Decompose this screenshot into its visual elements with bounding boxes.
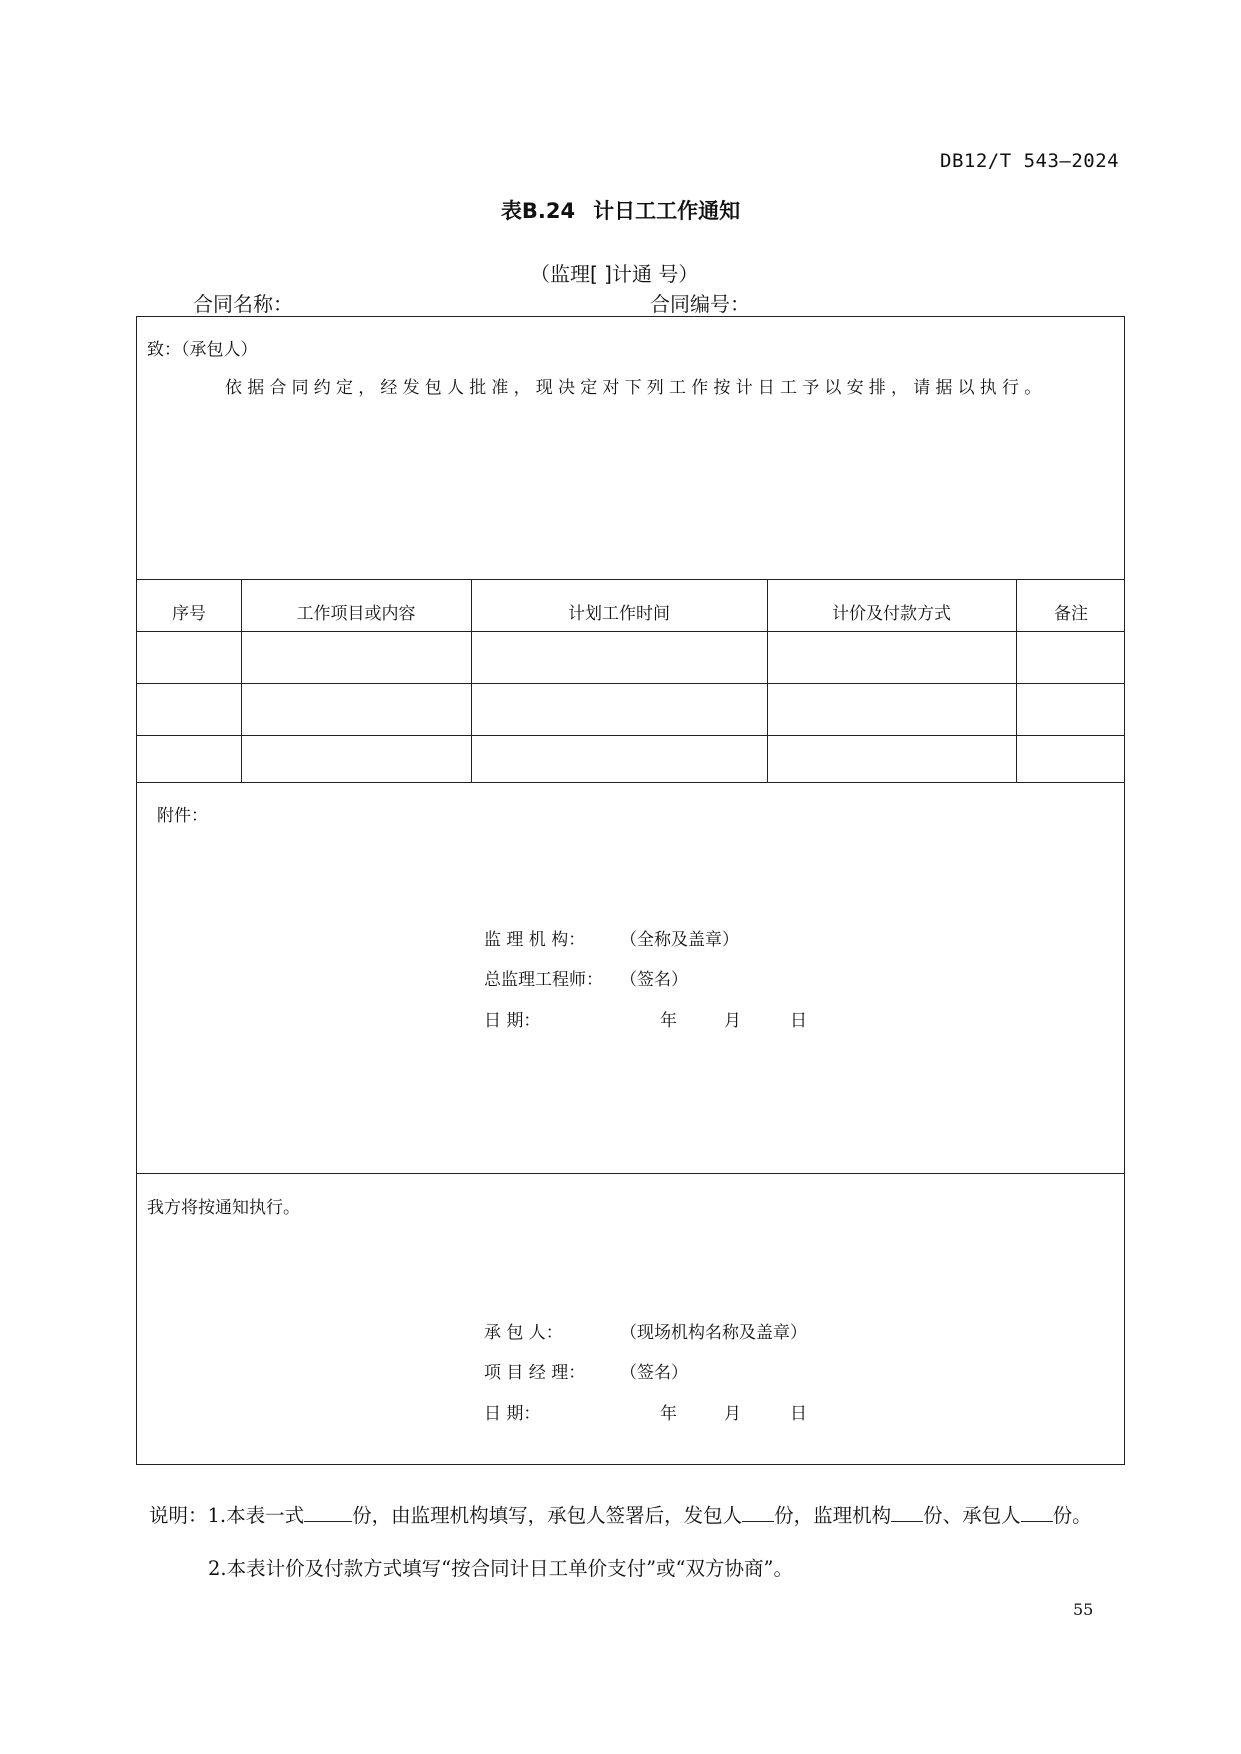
table-bottom-border xyxy=(137,782,1124,783)
standard-number: DB12/T 543—2024 xyxy=(940,150,1120,172)
contractor-label: 承 包 人： xyxy=(484,1323,563,1343)
contractor-date-label: 日 期： xyxy=(484,1404,541,1424)
chief-engineer-value: （签名） xyxy=(620,970,688,990)
contractor-value: （现场机构名称及盖章） xyxy=(620,1323,807,1343)
attachment-date-year: 年 xyxy=(660,1011,677,1031)
chief-engineer-label: 总监理工程师： xyxy=(484,970,603,990)
section-divider xyxy=(137,1173,1124,1174)
supervision-org-value: （全称及盖章） xyxy=(620,930,739,950)
attachment-label: 附件： xyxy=(157,806,208,826)
supervision-org-label: 监 理 机 构： xyxy=(484,930,586,950)
contract-name-label: 合同名称： xyxy=(193,292,293,316)
table-row xyxy=(137,736,1126,782)
note-1 xyxy=(149,1500,1092,1528)
table-title xyxy=(0,195,1241,225)
contractor-date-day: 日 xyxy=(790,1404,807,1424)
note-1-text-a: 说明：1.本表一式 xyxy=(149,1504,305,1527)
contract-number-label: 合同编号： xyxy=(650,292,750,316)
note-2: 2.本表计价及付款方式填写“按合同计日工单价支付”或“双方协商”。 xyxy=(208,1557,793,1580)
employer-copies-blank xyxy=(742,1502,774,1523)
table-row xyxy=(137,684,1126,735)
form-frame xyxy=(136,316,1125,1465)
page-number: 55 xyxy=(1073,1600,1094,1619)
supervisor-copies-blank xyxy=(891,1502,923,1523)
column-header-pricing-method: 计价及付款方式 xyxy=(832,604,951,624)
contractor-statement: 我方将按通知执行。 xyxy=(147,1198,300,1218)
note-1-text-d: 份、承包人 xyxy=(923,1504,1021,1527)
copies-blank xyxy=(304,1502,352,1523)
note-1-text-b: 份，由监理机构填写，承包人签署后，发包人 xyxy=(352,1504,743,1527)
table-row xyxy=(137,632,1126,683)
note-1-text-e: 份。 xyxy=(1052,1504,1092,1527)
project-manager-value: （签名） xyxy=(620,1363,688,1383)
contractor-copies-blank xyxy=(1021,1502,1053,1523)
column-header-serial: 序号 xyxy=(172,604,206,624)
table-title-text: 计日工工作通知 xyxy=(593,199,741,223)
table-top-border xyxy=(137,579,1124,580)
table-number: 表B.24 xyxy=(500,199,576,223)
contractor-date-year: 年 xyxy=(660,1404,677,1424)
serial-number-line: （监理[ ]计通 号） xyxy=(530,262,699,286)
attachment-date-day: 日 xyxy=(790,1011,807,1031)
note-1-text-c: 份，监理机构 xyxy=(774,1504,892,1527)
recipient-label: 致：（承包人） xyxy=(147,340,258,360)
contractor-date-month: 月 xyxy=(724,1404,741,1424)
notice-body: 依据合同约定，经发包人批准，现决定对下列工作按计日工予以安排，请据以执行。 xyxy=(225,378,1047,398)
column-header-planned-time: 计划工作时间 xyxy=(568,604,670,624)
column-header-work-item: 工作项目或内容 xyxy=(296,604,416,624)
attachment-date-month: 月 xyxy=(724,1011,741,1031)
column-header-remarks: 备注 xyxy=(1054,604,1088,624)
attachment-date-label: 日 期： xyxy=(484,1011,541,1031)
project-manager-label: 项 目 经 理： xyxy=(484,1363,586,1383)
